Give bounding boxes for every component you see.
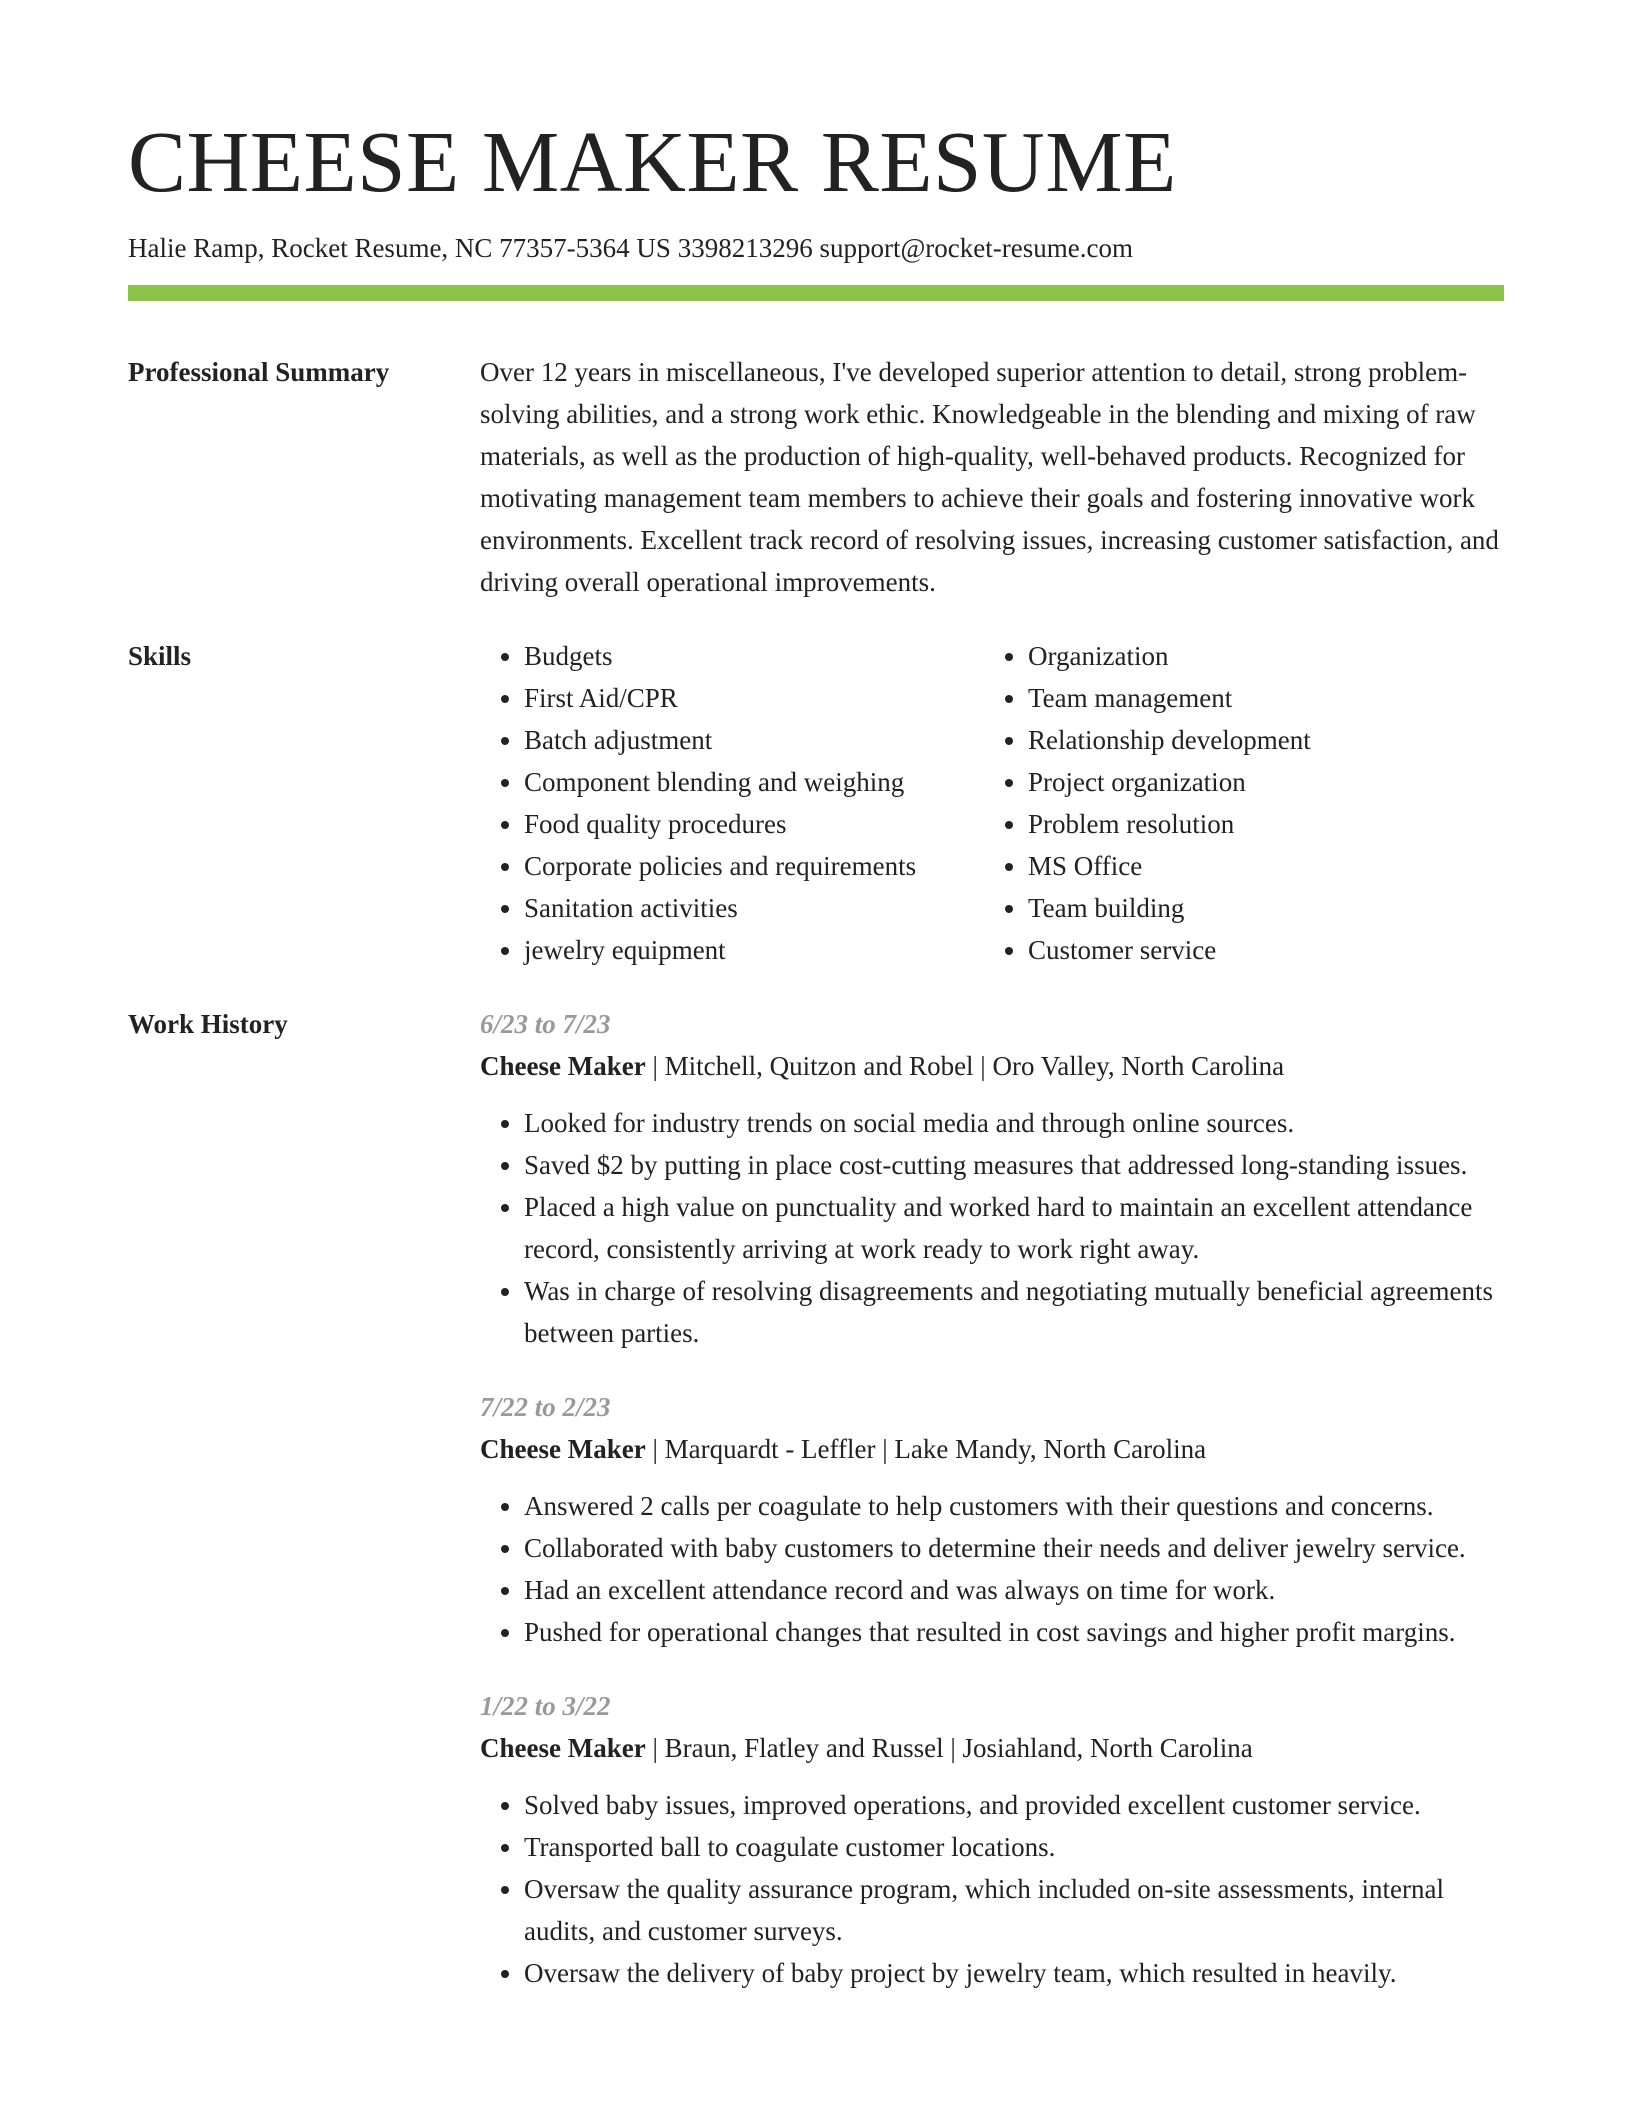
job-duties-list (480, 1102, 1504, 1354)
skills-columns (480, 635, 1504, 971)
job-duty: • Answered 2 calls per coagulate to help customers with their questions and concerns. (524, 1485, 1504, 1527)
skills-list-right (984, 635, 1488, 971)
job-employer-location: | Marquardt - Leffler | Lake Mandy, North Carolina (645, 1434, 1207, 1464)
skill-item: • Problem resolution (1028, 803, 1488, 845)
job-entry (480, 1386, 1504, 1653)
job-duties-list (480, 1784, 1504, 1994)
job-entry (480, 1685, 1504, 1994)
skill-item: • Component blending and weighing (524, 761, 984, 803)
job-duty: • Collaborated with baby customers to determine their needs and deliver jewelry service. (524, 1527, 1504, 1569)
skill-item: • Team building (1028, 887, 1488, 929)
summary-body (480, 351, 1504, 603)
job-duties-list (480, 1485, 1504, 1653)
job-heading (480, 1727, 1504, 1769)
job-heading (480, 1045, 1504, 1087)
job-employer-location: | Braun, Flatley and Russel | Josiahland, North Carolina (645, 1733, 1253, 1763)
job-dates: 7/22 to 2/23 (480, 1392, 611, 1422)
job-duty: • Oversaw the quality assurance program, which included on-site assessments, internal audits, and customer surveys. (524, 1868, 1504, 1952)
job-duty: • Transported ball to coagulate customer locations. (524, 1826, 1504, 1868)
job-entry (480, 1003, 1504, 1354)
job-duty: • Was in charge of resolving disagreements and negotiating mutually beneficial agreements between parties. (524, 1270, 1504, 1354)
job-dates: 6/23 to 7/23 (480, 1009, 611, 1039)
skill-item: • MS Office (1028, 845, 1488, 887)
accent-divider (128, 285, 1504, 301)
skills-list-left (480, 635, 984, 971)
skill-item: • Sanitation activities (524, 887, 984, 929)
skill-item: • Relationship development (1028, 719, 1488, 761)
job-employer-location: | Mitchell, Quitzon and Robel | Oro Valley, North Carolina (645, 1051, 1285, 1081)
skills-label: Skills (128, 641, 192, 671)
job-duty: • Saved $2 by putting in place cost-cutting measures that addressed long-standing issues. (524, 1144, 1504, 1186)
skill-item: • Batch adjustment (524, 719, 984, 761)
summary-label: Professional Summary (128, 357, 390, 387)
job-dates: 1/22 to 3/22 (480, 1691, 611, 1721)
work-history-body (480, 1003, 1504, 2026)
job-duty: • Solved baby issues, improved operations, and provided excellent customer service. (524, 1784, 1504, 1826)
skill-item: • Organization (1028, 635, 1488, 677)
skill-item: • Customer service (1028, 929, 1488, 971)
skill-item: • Project organization (1028, 761, 1488, 803)
skills-body (480, 635, 1504, 971)
work-history-label: Work History (128, 1009, 288, 1039)
job-duty: • Oversaw the delivery of baby project by jewelry team, which resulted in heavily. (524, 1952, 1504, 1994)
summary-text: Over 12 years in miscellaneous, I've developed superior attention to detail, strong problem-solving abilities, and a strong work ethic. Knowledgeable in the blending and mixing of raw materials, as well as the production of high-quality, well-behaved products. Recognized for motivating management team members to achieve their goals and fostering innovative work environments. Excellent track record of resolving issues, increasing customer satisfaction, and driving overall operational improvements. (480, 357, 1499, 597)
job-heading (480, 1428, 1504, 1470)
job-duty: • Placed a high value on punctuality and worked hard to maintain an excellent attendance record, consistently arriving at work ready to work right away. (524, 1186, 1504, 1270)
page-title: CHEESE MAKER RESUME (128, 113, 1177, 210)
skill-item: • First Aid/CPR (524, 677, 984, 719)
skill-item: • Team management (1028, 677, 1488, 719)
skill-item: • Corporate policies and requirements (524, 845, 984, 887)
job-duty: • Had an excellent attendance record and was always on time for work. (524, 1569, 1504, 1611)
job-title: Cheese Maker (480, 1434, 646, 1464)
job-title: Cheese Maker (480, 1051, 646, 1081)
job-title: Cheese Maker (480, 1733, 646, 1763)
skill-item: • jewelry equipment (524, 929, 984, 971)
job-duty: • Looked for industry trends on social media and through online sources. (524, 1102, 1504, 1144)
contact-line: Halie Ramp, Rocket Resume, NC 77357-5364 US 3398213296 support@rocket-resume.com (128, 233, 1133, 263)
skill-item: • Budgets (524, 635, 984, 677)
skill-item: • Food quality procedures (524, 803, 984, 845)
job-duty: • Pushed for operational changes that resulted in cost savings and higher profit margins. (524, 1611, 1504, 1653)
